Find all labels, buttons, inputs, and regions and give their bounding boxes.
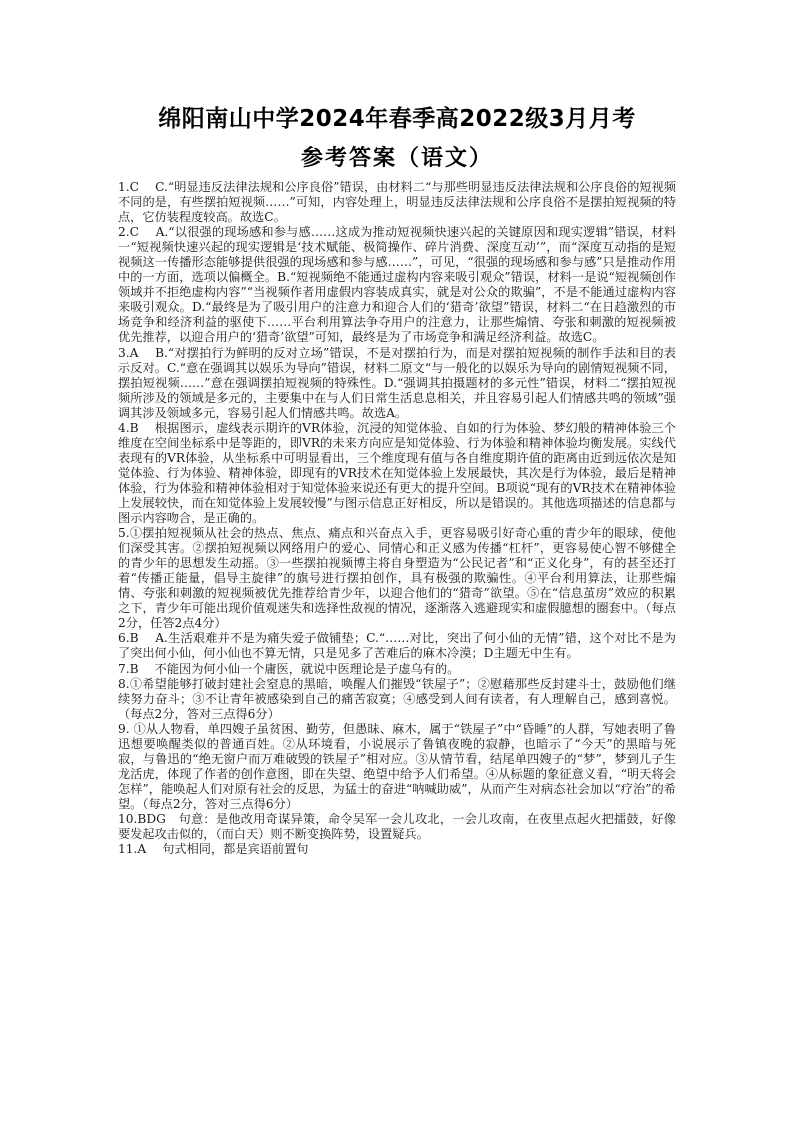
answer-item-7: 7.B 不能因为何小仙一个庸医，就说中医理论是子虚乌有的。 (118, 661, 460, 676)
answer-item-8: 8.①希望能够打破封建社会窒息的黑暗，唤醒人们摧毁“铁屋子”；②慰藉那些反封建斗士，鼓励他们继续努力奋斗；③不让青年被感染到自己的痛苦寂寞；④感受到人间有读者，有人理解自己，感到喜悦。（每点2分，答对三点得6分） (118, 676, 676, 721)
page-title: 绵阳南山中学2024年春季高2022级3月月考 (158, 106, 636, 132)
answer-item-11: 11.A 句式相同，都是宾语前置句 (118, 842, 309, 857)
answer-item-9: 9. ①从人物看，单四嫂子虽贫困、勤劳，但愚昧、麻木，属于“铁屋子”中“昏睡”的人群，写她表明了鲁迅想要唤醒类似的普通百姓。②从环境看，小说展示了鲁镇夜晚的寂静，也暗示了“今天”的黑暗与死寂，与鲁迅的“绝无窗户而万难破毁的铁屋子”相对应。③从情节看，结尾单四嫂子的“梦”，梦到儿子生龙活虎，体现了作者的创作意图，即在失望、绝望中给予人们希望。④从标题的象征意义看，“明天将会怎样”，能唤起人们对原有社会的反思，为猛士的奋进“呐喊助威”，从而产生对病态社会加以“疗治”的希望。（每点2分，答对三点得6分） (118, 721, 676, 811)
answer-item-5: 5.①摆拍短视频从社会的热点、焦点、痛点和兴奋点入手，更容易吸引好奇心重的青少年的眼球，使他们深受其害。②摆拍短视频以网络用户的爱心、同情心和正义感为传播“杠杆”，更容易使心智不够健全的青少年的思想发生动摇。③一些摆拍视频博主将自身塑造为“公民记者”和“正义化身”，有的甚至还打着“传播正能量，倡导主旋律”的旗号进行摆拍创作，具有极强的欺骗性。④平台利用算法，让那些煽情、夸张和刺激的短视频被优先推荐给青少年，以迎合他们的“猎奇”欲望。⑤在“信息茧房”效应的积累之下，青少年可能出现价值观迷失和选择性敌视的情况，逐渐落入逃避现实和虚假臆想的圈套中。（每点2分，任答2点4分） (118, 526, 676, 631)
answer-item-10: 10.BDG 句意：是他改用奇谋异策，命令吴军一会儿攻北，一会儿攻南，在夜里点起火把擂鼓，好像要发起攻击似的，（而白天）则不断变换阵势，设置疑兵。 (118, 811, 676, 842)
answer-item-3: 3.A B.“对摆拍行为鲜明的反对立场”错误，不是对摆拍行为，而是对摆拍短视频的制作手法和目的表示反对。C.“意在强调其以娱乐为导向”错误，材料二原文“与一般化的以娱乐为导向的剧情短视频不同，摆拍短视频……”意在强调摆拍短视频的特殊性。D.“强调其拍摄题材的多元性”错误，材料二“摆拍短视频所涉及的领域是多元的，主要集中在与人们日常生活息息相关，并且容易引起人们情感共鸣的领域”强调其涉及领域多元，容易引起人们情感共鸣。故选A。 (118, 345, 676, 420)
answer-item-4: 4.B 根据图示，虚线表示期许的VR体验，沉浸的知觉体验、自如的行为体验、梦幻般的精神体验三个维度在空间坐标系中是等距的，即VR的未来方向应是知觉体验、行为体验和精神体验均衡发展。实线代表现有的VR体验，从坐标系中可明显看出，三个维度现有值与各自维度期许值的距离由近到远依次是知觉体验、行为体验、精神体验，即现有的VR技术在知觉体验上发展最快，其次是行为体验，最后是精神体验，行为体验和精神体验相对于知觉体验来说还有更大的提升空间。B项说“现有的VR技术在精神体验上发展较快，而在知觉体验上发展较慢”与图示信息正好相反，所以是错误的。其他选项描述的信息都与图示内容吻合，是正确的。 (118, 420, 676, 526)
page-subtitle: 参考答案（语文） (300, 146, 493, 171)
answer-item-2: 2.C A.“以很强的现场感和参与感……这成为推动短视频快速兴起的关键原因和现实逻辑”错误，材料一“短视频快速兴起的现实逻辑是‘技术赋能、极简操作、碎片消费、深度互动’”，而“深度互动指的是短视频这一传播形态能够提供很强的现场感和参与感……”，可见，“很强的现场感和参与感”只是推动作用中的一方面，选项以偏概全。B.“短视频绝不能通过虚构内容来吸引观众”错误，材料一是说“短视频创作领域并不拒绝虚构内容”“当视频作者用虚假内容装成真实，就是对公众的欺骗”，不是不能通过虚构内容来吸引观众。D.“最终是为了吸引用户的注意力和迎合人们的‘猎奇’欲望”错误，材料二“在日趋激烈的市场竞争和经济利益的驱使下……平台利用算法争夺用户的注意力，让那些煽情、夸张和刺激的短视频被优先推荐，以迎合用户的‘猎奇’欲望”可知，最终是为了市场竞争和满足经济利益。故选C。 (118, 225, 676, 345)
answer-item-6: 6.B A.生活艰难并不是为痛失爱子做铺垫；C.“……对比，突出了何小仙的无情”错，这个对比不是为了突出何小仙，何小仙也不算无情，只是见多了苦难后的麻木冷漠；D主题无中生有。 (118, 631, 676, 661)
answer-list (118, 180, 676, 857)
answer-item-1: 1.C C.“明显违反法律法规和公序良俗”错误，由材料二“与那些明显违反法律法规和公序良俗的短视频不同的是，有些摆拍短视频……”可知，内容处理上，明显违反法律法规和公序良俗不是摆拍短视频的特点，它仿装程度较高。故选C。 (118, 180, 676, 225)
